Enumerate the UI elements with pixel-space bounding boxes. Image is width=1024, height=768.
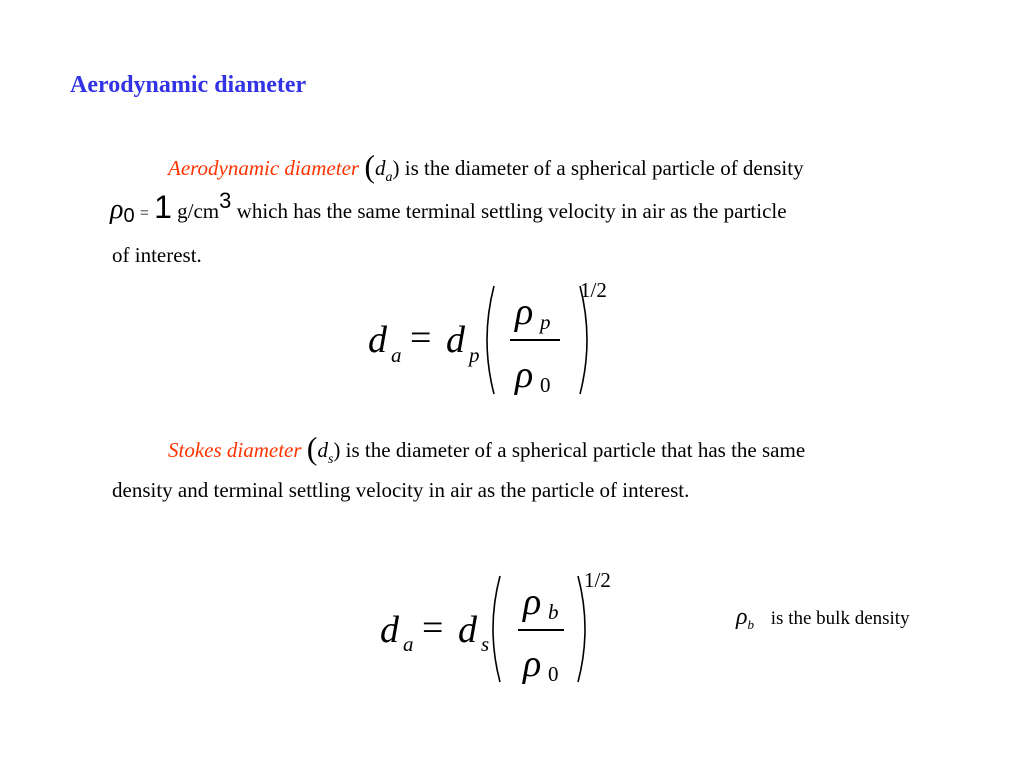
eq2-den-rho: ρ bbox=[523, 643, 542, 685]
eq1-equals: = bbox=[410, 317, 432, 359]
eq1-fraction-bar bbox=[510, 339, 560, 341]
note-text: is the bulk density bbox=[770, 608, 910, 629]
rho-symbol: ρ bbox=[110, 194, 124, 225]
eq1-lhs-sub: a bbox=[391, 343, 402, 367]
eq1-den-rho: ρ bbox=[515, 354, 534, 396]
eq1-lhs-var: d bbox=[368, 319, 387, 361]
aero-definition-line-2 bbox=[110, 190, 787, 226]
eq1-rhs-var: d bbox=[446, 319, 465, 361]
density-value: 1 bbox=[154, 189, 172, 225]
eq2-lhs-sub: a bbox=[403, 632, 414, 656]
eq1-den-sub: 0 bbox=[540, 373, 551, 397]
stokes-definition-line-1 bbox=[168, 430, 805, 467]
aero-definition-line-3: of interest. bbox=[112, 243, 202, 267]
var-sub-a: a bbox=[385, 170, 393, 185]
density-unit: g/cm bbox=[177, 199, 220, 223]
rho-sub-0: 0 bbox=[123, 205, 135, 227]
aero-definition-line-1 bbox=[168, 148, 804, 185]
page-title: Aerodynamic diameter bbox=[70, 72, 307, 98]
eq2-fraction-bar bbox=[518, 629, 564, 631]
eq2-den-sub: 0 bbox=[548, 662, 559, 686]
eq2-num-rho: ρ bbox=[523, 581, 542, 623]
eq2-rhs-var: d bbox=[458, 609, 477, 651]
aero-text-1: is the diameter of a spherical particle of density bbox=[399, 156, 804, 180]
eq2-exponent: 1/2 bbox=[584, 568, 611, 592]
eq2-num-sub: b bbox=[548, 600, 559, 624]
eq1-num-sub: p bbox=[540, 310, 551, 334]
paren-open: ( bbox=[364, 148, 375, 184]
eq2-equals: = bbox=[422, 607, 444, 649]
note-rho: ρ bbox=[736, 604, 748, 630]
aero-text-2: which has the same terminal settling velocity in air as the particle bbox=[231, 199, 787, 223]
eq1-rhs-sub: p bbox=[469, 343, 480, 367]
stokes-term: Stokes diameter bbox=[168, 438, 302, 462]
eq1-num-rho: ρ bbox=[515, 291, 534, 333]
paren-open: ( bbox=[306, 430, 318, 466]
eq2-lhs-var: d bbox=[380, 609, 399, 651]
paren-close: ) bbox=[392, 156, 400, 180]
paren-close: ) bbox=[333, 438, 341, 462]
stokes-definition-line-2: density and terminal settling velocity in air as the particle of interest. bbox=[112, 478, 690, 502]
equals-sign: = bbox=[139, 205, 149, 222]
var-sub-s: s bbox=[327, 452, 334, 467]
note-rho-sub: b bbox=[747, 617, 755, 632]
eq1-exponent: 1/2 bbox=[580, 278, 607, 302]
var-d: d bbox=[317, 438, 328, 462]
aero-term: Aerodynamic diameter bbox=[168, 156, 360, 180]
var-d: d bbox=[375, 156, 386, 180]
bulk-density-note bbox=[736, 604, 910, 633]
stokes-text-1: is the diameter of a spherical particle that has the same bbox=[340, 438, 806, 462]
eq2-rhs-sub: s bbox=[481, 632, 490, 656]
unit-exponent: 3 bbox=[219, 188, 232, 213]
